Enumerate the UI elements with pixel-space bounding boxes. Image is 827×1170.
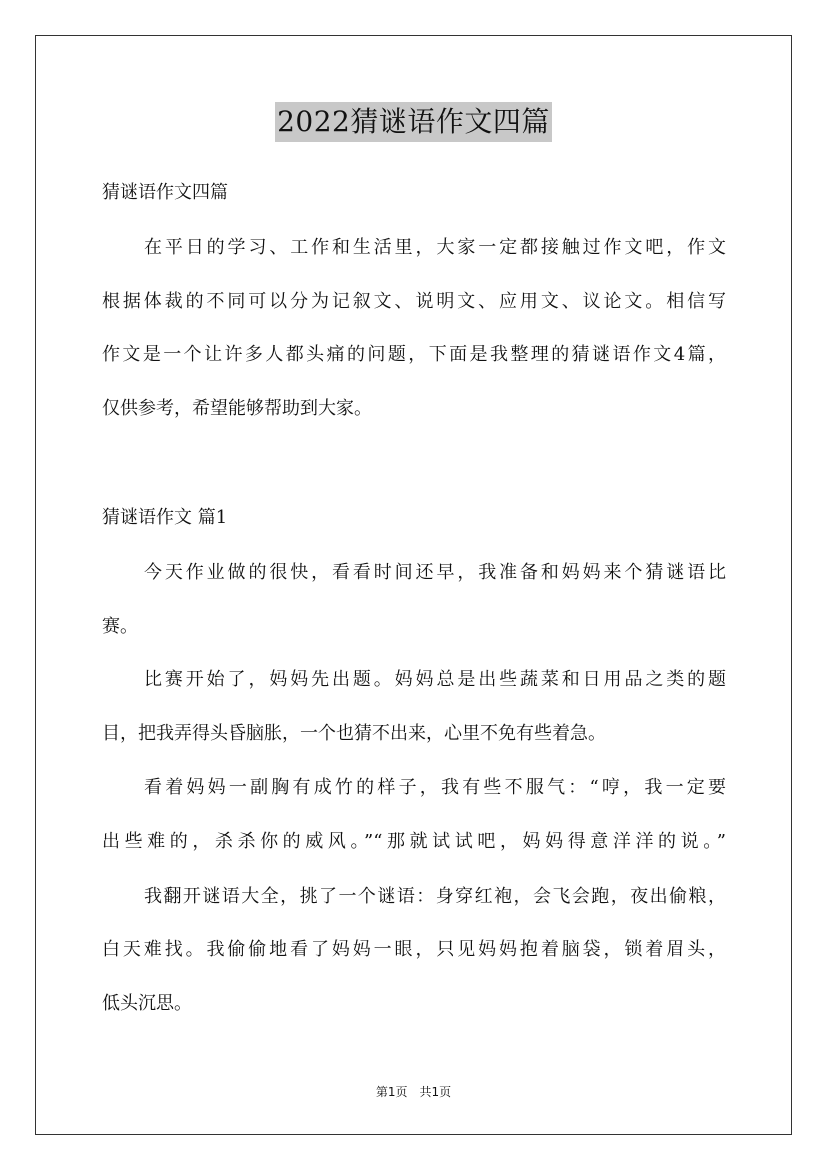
page-number-current: 第1页 — [375, 1085, 408, 1099]
paragraph-line-7: 我翻开谜语大全，挑了一个谜语：身穿红袍，会飞会跑，夜出偷粮， — [144, 886, 726, 907]
document-subtitle: 猜谜语作文四篇 — [102, 182, 228, 203]
paragraph-line-4: 目，把我弄得头昏脑胀，一个也猜不出来，心里不免有些着急。 — [102, 723, 606, 744]
paragraph-line-2: 赛。 — [102, 616, 138, 637]
document-title: 2022猜谜语作文四篇 — [275, 102, 552, 142]
page-footer — [0, 1083, 827, 1101]
paragraph-line-8: 白天难找。我偷偷地看了妈妈一眼，只见妈妈抱着脑袋，锁着眉头， — [102, 939, 726, 960]
paragraph-line-6: 出些难的，杀杀你的威风。”“那就试试吧，妈妈得意洋洋的说。” — [102, 831, 726, 852]
intro-line-3: 作文是一个让许多人都头痛的问题，下面是我整理的猜谜语作文4篇， — [102, 344, 726, 365]
intro-line-2: 根据体裁的不同可以分为记叙文、说明文、应用文、议论文。相信写 — [102, 291, 726, 312]
title-container — [0, 102, 827, 142]
intro-line-4: 仅供参考，希望能够帮助到大家。 — [102, 398, 372, 419]
intro-line-1: 在平日的学习、工作和生活里，大家一定都接触过作文吧，作文 — [144, 237, 726, 258]
section-heading: 猜谜语作文 篇1 — [102, 507, 228, 528]
paragraph-line-3: 比赛开始了，妈妈先出题。妈妈总是出些蔬菜和日用品之类的题 — [144, 669, 726, 690]
paragraph-line-5: 看着妈妈一副胸有成竹的样子，我有些不服气：“哼，我一定要 — [144, 777, 726, 798]
paragraph-line-9: 低头沉思。 — [102, 993, 192, 1014]
page-number-total: 共1页 — [419, 1085, 452, 1099]
paragraph-line-1: 今天作业做的很快，看看时间还早，我准备和妈妈来个猜谜语比 — [144, 562, 726, 583]
